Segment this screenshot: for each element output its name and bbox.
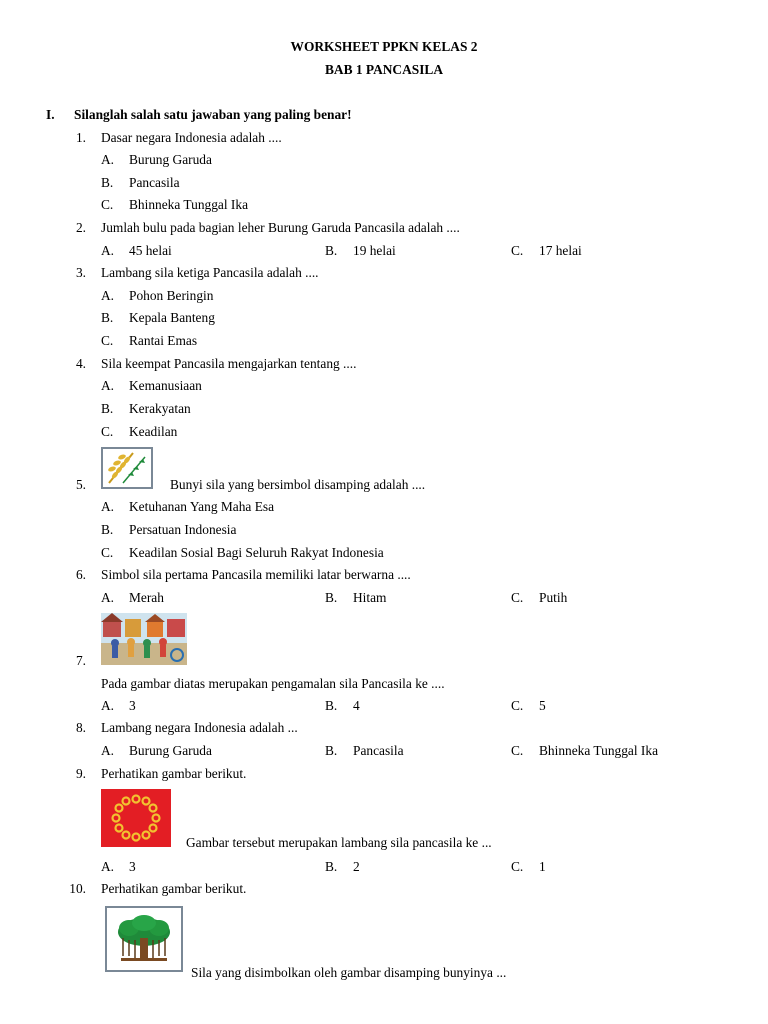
option[interactable]: C. Rantai Emas: [101, 333, 198, 348]
question-number: 7.: [75, 653, 86, 668]
question-text: Lambang sila ketiga Pancasila adalah ....: [101, 265, 319, 280]
option[interactable]: C. Putih: [511, 590, 568, 605]
question-number: 8.: [75, 720, 86, 735]
section-number: I.: [46, 107, 55, 122]
option[interactable]: A. 45 helai: [101, 243, 172, 258]
option[interactable]: C. 1: [511, 859, 546, 874]
question-caption: Gambar tersebut merupakan lambang sila pancasila ke ...: [186, 835, 492, 850]
community-work-icon: [101, 613, 187, 665]
option[interactable]: B. Kerakyatan: [101, 401, 191, 416]
option[interactable]: A. 3: [101, 859, 136, 874]
option[interactable]: B. 2: [325, 859, 360, 874]
option[interactable]: B. Kepala Banteng: [101, 310, 215, 325]
option[interactable]: C. Keadilan: [101, 424, 178, 439]
option[interactable]: A. 3: [101, 698, 136, 713]
option[interactable]: A. Merah: [101, 590, 164, 605]
question-number: 3.: [75, 265, 86, 280]
option[interactable]: C. Bhinneka Tunggal Ika: [511, 743, 659, 758]
section-instruction: Silanglah salah satu jawaban yang paling benar!: [74, 107, 352, 122]
question-text: Perhatikan gambar berikut.: [101, 881, 247, 896]
option[interactable]: B. Pancasila: [325, 743, 404, 758]
question-text: Lambang negara Indonesia adalah ...: [101, 720, 298, 735]
rantai-emas-symbol-image: [101, 789, 171, 847]
question-text: Simbol sila pertama Pancasila memiliki latar berwarna ....: [101, 567, 411, 582]
pohon-beringin-symbol-image: [105, 906, 183, 972]
question-text: Sila keempat Pancasila mengajarkan tentang ....: [101, 356, 357, 371]
option[interactable]: B. 4: [325, 698, 360, 713]
question-text: Perhatikan gambar berikut.: [101, 766, 247, 781]
option[interactable]: C. 5: [511, 698, 546, 713]
question-number: 6.: [75, 567, 86, 582]
option[interactable]: A. Burung Garuda: [101, 152, 212, 167]
banyan-tree-icon: [107, 908, 181, 970]
option[interactable]: B. Pancasila: [101, 175, 180, 190]
question-text: Jumlah bulu pada bagian leher Burung Garuda Pancasila adalah ....: [101, 220, 460, 235]
option[interactable]: A. Ketuhanan Yang Maha Esa: [101, 499, 275, 514]
option[interactable]: B. Persatuan Indonesia: [101, 522, 237, 537]
option[interactable]: B. 19 helai: [325, 243, 396, 258]
question-text: Dasar negara Indonesia adalah ....: [101, 130, 282, 145]
question-number: 1.: [75, 130, 86, 145]
question-number: 9.: [75, 766, 86, 781]
worksheet-title: WORKSHEET PPKN KELAS 2: [290, 39, 478, 54]
option[interactable]: C. Keadilan Sosial Bagi Seluruh Rakyat Indonesia: [101, 545, 384, 560]
question-number: 5.: [75, 477, 86, 492]
question-text: Bunyi sila yang bersimbol disamping adalah ....: [170, 477, 426, 492]
question-number: 2.: [75, 220, 86, 235]
question-text: Pada gambar diatas merupakan pengamalan sila Pancasila ke ....: [101, 676, 445, 691]
option[interactable]: B. Hitam: [325, 590, 387, 605]
option[interactable]: A. Kemanusiaan: [101, 378, 202, 393]
padi-kapas-icon: [103, 449, 151, 487]
option[interactable]: A. Burung Garuda: [101, 743, 212, 758]
chain-icon: [101, 789, 171, 847]
option[interactable]: A. Pohon Beringin: [101, 288, 214, 303]
question-number: 10.: [69, 881, 86, 896]
option[interactable]: C. 17 helai: [511, 243, 582, 258]
gotong-royong-illustration: [101, 613, 187, 665]
padi-kapas-symbol-image: [101, 447, 153, 489]
option[interactable]: C. Bhinneka Tunggal Ika: [101, 197, 249, 212]
chapter-title: BAB 1 PANCASILA: [324, 62, 444, 77]
question-number: 4.: [75, 356, 86, 371]
question-caption: Sila yang disimbolkan oleh gambar disamping bunyinya ...: [191, 965, 507, 980]
